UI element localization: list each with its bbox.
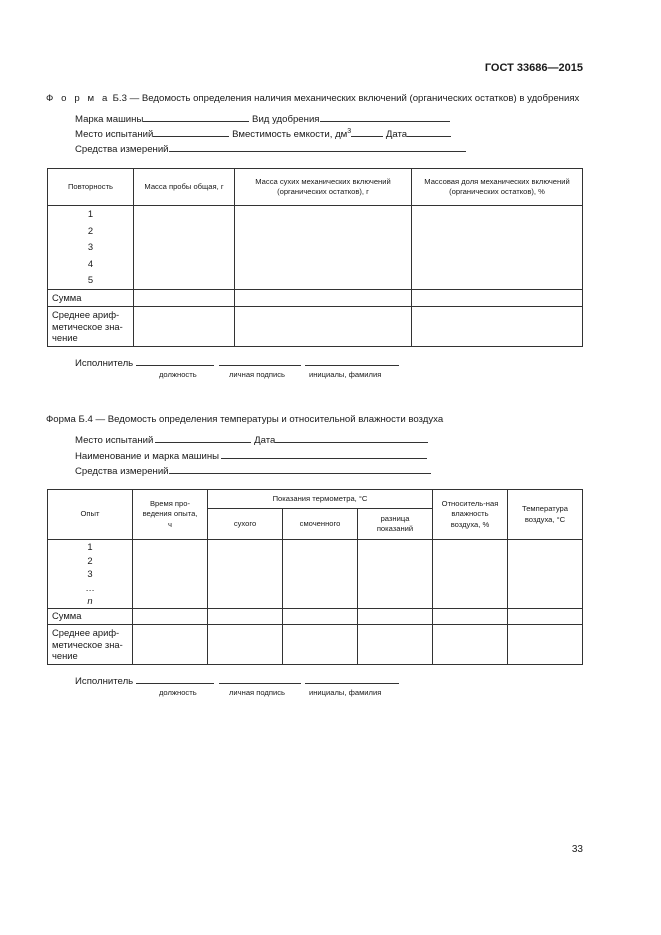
mean-cell[interactable] (433, 625, 508, 665)
sum-cell[interactable] (433, 609, 508, 625)
sum-cell[interactable] (412, 289, 583, 306)
header-dry: сухого (208, 509, 283, 540)
signature-blank[interactable] (219, 356, 301, 366)
form-b3-title-text: Б.3 — Ведомость определения наличия механических включений (органических остатков) в удобрениях (109, 93, 580, 104)
header-inclusions-fraction: Массовая доля механических включений (органических остатков), % (412, 169, 583, 206)
dry-cell[interactable] (208, 540, 283, 609)
name-blank[interactable] (305, 356, 399, 366)
form-b4-table (47, 489, 583, 665)
table-row (48, 289, 583, 306)
position-blank[interactable] (136, 674, 214, 684)
trial-number: 3 (87, 568, 93, 579)
trial-number: … (85, 581, 95, 593)
header-temperature: Температура воздуха, °С (508, 490, 583, 540)
mean-cell[interactable] (508, 625, 583, 665)
test-site-blank[interactable] (153, 127, 229, 137)
mean-label: Среднее ариф-метическое зна-чение (48, 625, 133, 665)
form-b3-line-2 (75, 127, 451, 140)
name-blank[interactable] (305, 674, 399, 684)
mean-cell[interactable] (133, 625, 208, 665)
header-dry-inclusions-mass: Масса сухих механических включений (органических остатков), г (235, 169, 412, 206)
repeat-number: 4 (87, 257, 94, 269)
mean-cell[interactable] (208, 625, 283, 665)
signature-blank[interactable] (219, 674, 301, 684)
trial-number: n (87, 595, 93, 606)
date-blank[interactable] (275, 433, 428, 443)
wet-cell[interactable] (283, 540, 358, 609)
mean-cell[interactable] (134, 306, 235, 346)
repeat-number: 2 (87, 224, 94, 236)
header-humidity: Относитель-ная влажность воздуха, % (433, 490, 508, 540)
form-b3-title-prefix: Ф о р м а (46, 93, 110, 104)
machine-name-blank[interactable] (221, 449, 427, 459)
form-b3-line-1 (75, 112, 450, 125)
mean-cell[interactable] (283, 625, 358, 665)
duration-cell[interactable] (133, 540, 208, 609)
repeat-number: 1 (87, 208, 94, 219)
trial-number: 2 (87, 554, 93, 566)
position-caption: должность (159, 688, 197, 697)
machine-brand-blank[interactable] (143, 112, 249, 122)
position-caption: должность (159, 370, 197, 379)
form-b3-table (47, 168, 583, 347)
form-b3-title (46, 93, 579, 104)
name-caption: инициалы, фамилия (309, 370, 382, 379)
sum-label: Сумма (48, 609, 133, 625)
temperature-cell[interactable] (508, 540, 583, 609)
capacity-blank[interactable] (351, 127, 383, 137)
signature-caption: личная подпись (229, 688, 285, 697)
table-header-row (48, 490, 583, 509)
test-site-label: Место испытаний (75, 435, 154, 446)
humidity-cell[interactable] (433, 540, 508, 609)
table-row (48, 206, 583, 290)
mean-cell[interactable] (358, 625, 433, 665)
header-trial: Опыт (48, 490, 133, 540)
sum-cell[interactable] (208, 609, 283, 625)
fertilizer-type-blank[interactable] (320, 112, 450, 122)
table-row (48, 625, 583, 665)
date-label: Дата (254, 435, 276, 446)
instruments-blank[interactable] (169, 464, 431, 474)
fraction-cell[interactable] (412, 206, 583, 290)
form-b4-line-1 (75, 433, 428, 446)
form-b3-line-3 (75, 142, 466, 155)
name-caption: инициалы, фамилия (309, 688, 382, 697)
table-row (48, 540, 583, 609)
position-blank[interactable] (136, 356, 214, 366)
sum-cell[interactable] (508, 609, 583, 625)
header-thermometer: Показания термометра, °С (208, 490, 433, 509)
capacity-unit-exponent: 3 (347, 127, 352, 135)
header-wet: смоченного (283, 509, 358, 540)
repeat-number: 5 (87, 274, 94, 286)
instruments-label: Средства измерений (75, 466, 169, 477)
sum-cell[interactable] (235, 289, 412, 306)
header-sample-mass: Масса пробы общая, г (134, 169, 235, 206)
diff-cell[interactable] (358, 540, 433, 609)
executor-label: Исполнитель (75, 676, 134, 687)
test-site-blank[interactable] (155, 433, 251, 443)
date-label: Дата (385, 129, 408, 140)
instruments-label: Средства измерений (75, 144, 169, 155)
mean-cell[interactable] (235, 306, 412, 346)
header-duration: Время про-ведения опыта, ч (133, 490, 208, 540)
repeat-number: 3 (87, 241, 94, 253)
form-b4-line-2 (75, 449, 427, 462)
sample-mass-cell[interactable] (134, 206, 235, 290)
header-diff: разница показаний (358, 509, 433, 540)
form-b3-signature-line (75, 356, 399, 369)
table-row (48, 306, 583, 346)
date-blank[interactable] (407, 127, 451, 137)
fertilizer-type-label: Вид удобрения (252, 114, 320, 125)
sum-label: Сумма (48, 289, 134, 306)
form-b4-line-3 (75, 464, 431, 477)
trial-number: 1 (87, 541, 93, 552)
machine-name-label: Наименование и марка машины (75, 451, 220, 462)
dry-inclusions-cell[interactable] (235, 206, 412, 290)
mean-cell[interactable] (412, 306, 583, 346)
test-site-label: Место испытаний (75, 129, 154, 140)
sum-cell[interactable] (358, 609, 433, 625)
executor-label: Исполнитель (75, 358, 134, 369)
trial-numbers (48, 540, 133, 609)
form-b4-signature-line (75, 674, 399, 687)
table-row (48, 609, 583, 625)
page-number: 33 (571, 844, 583, 855)
mean-label: Среднее ариф-метическое зна-чение (48, 306, 134, 346)
table-header-row (48, 169, 583, 206)
form-b4-title: Форма Б.4 — Ведомость определения температуры и относительной влажности воздуха (46, 414, 444, 425)
sum-cell[interactable] (134, 289, 235, 306)
machine-brand-label: Марка машины (75, 114, 144, 125)
signature-caption: личная подпись (229, 370, 285, 379)
standard-number: ГОСТ 33686—2015 (484, 62, 583, 74)
repeat-numbers (48, 206, 134, 290)
sum-cell[interactable] (133, 609, 208, 625)
sum-cell[interactable] (283, 609, 358, 625)
capacity-label: Вместимость емкости, дм (232, 129, 348, 140)
header-repeat: Повторность (48, 169, 134, 206)
instruments-blank[interactable] (169, 142, 466, 152)
